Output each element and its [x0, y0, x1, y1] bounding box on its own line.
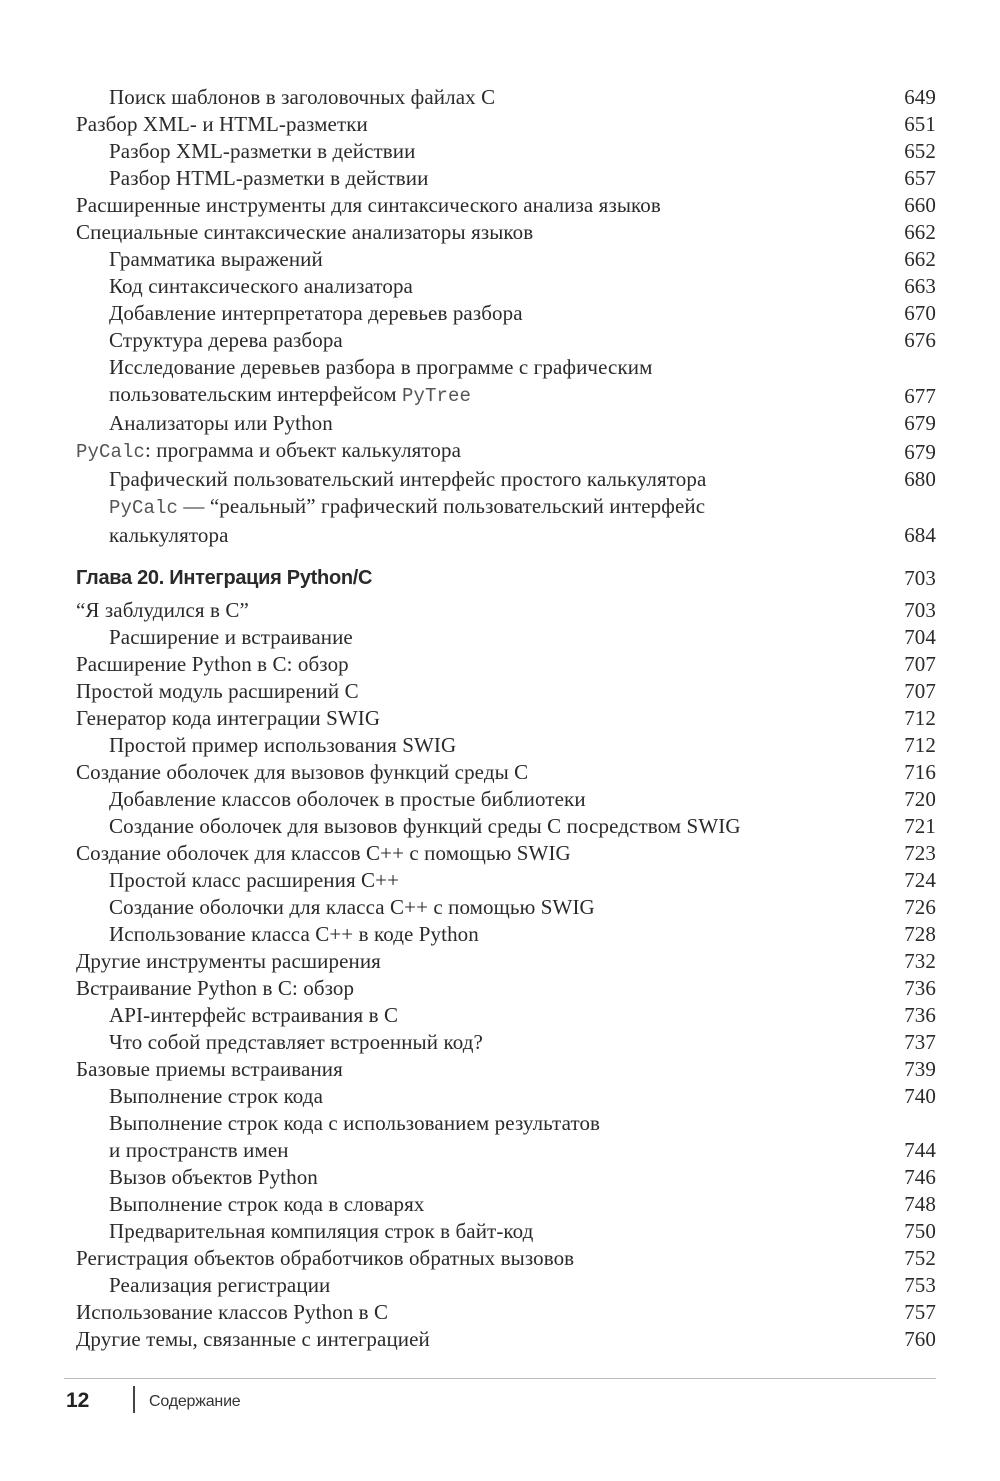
toc-entry: [76, 165, 936, 192]
toc-entry-page: 703: [904, 598, 936, 622]
toc-entry-page: 680: [904, 467, 936, 491]
toc-entry: [76, 678, 936, 705]
toc-entry: [76, 651, 936, 678]
toc-entry-title-line1: Выполнение строк кода с использованием результатов: [109, 1111, 601, 1135]
toc-entry: [76, 246, 936, 273]
toc-entry-page: 736: [904, 1003, 936, 1027]
toc-entry-page: 677: [904, 384, 936, 408]
toc-entry: [76, 732, 936, 759]
toc-entry-title: Простой модуль расширений C: [76, 679, 359, 703]
toc-entry: [76, 759, 936, 786]
toc-entry-page: 676: [904, 328, 936, 352]
toc-entry-title: Расширение Python в C: обзор: [76, 652, 349, 676]
toc-entry-title: Регистрация объектов обработчиков обратных вызовов: [76, 1246, 575, 1270]
toc-entry-title: Другие инструменты расширения: [76, 949, 381, 973]
toc-entry: [76, 1326, 936, 1353]
toc-entry-page: 707: [904, 652, 936, 676]
toc-entry: [76, 437, 936, 466]
toc-entry-page: 679: [904, 411, 936, 435]
toc-entry-page: 663: [904, 274, 936, 298]
footer-section-label: Содержание: [149, 1393, 241, 1410]
footer-divider: [64, 1378, 936, 1379]
toc-entry: [76, 273, 936, 300]
toc-entry-title: Использование классов Python в C: [76, 1300, 389, 1324]
toc-entry: [76, 1272, 936, 1299]
toc-entry-code: PyCalc: [76, 441, 146, 463]
toc-entry-title: Базовые приемы встраивания: [76, 1057, 343, 1081]
toc-entry-page: 651: [904, 112, 936, 136]
toc-entry: [76, 894, 936, 921]
toc-entry: [76, 921, 936, 948]
toc-entry: [76, 466, 936, 493]
toc-entry-page: 744: [904, 1138, 936, 1162]
toc-entry-title: Выполнение строк кода в словарях: [109, 1192, 425, 1216]
toc-entry-title: Добавление классов оболочек в простые библиотеки: [109, 787, 586, 811]
toc-entry-title: Специальные синтаксические анализаторы языков: [76, 220, 534, 244]
toc-entry-title: Простой класс расширения C++: [109, 868, 400, 892]
toc-entry: [76, 1299, 936, 1326]
toc-entry: [76, 1056, 936, 1083]
toc-entry-page: 748: [904, 1192, 936, 1216]
toc-entry-title: Разбор XML-разметки в действии: [109, 139, 416, 163]
toc-entry-page: 649: [904, 85, 936, 109]
toc-entry-page: 757: [904, 1300, 936, 1324]
toc-entry-title: Разбор HTML-разметки в действии: [109, 166, 429, 190]
toc-entry: [76, 410, 936, 437]
toc-entry-title: [76, 493, 936, 549]
toc-entry-title: Выполнение строк кода: [109, 1084, 324, 1108]
toc-entry: [76, 84, 936, 111]
toc-entry: [76, 219, 936, 246]
toc-entry-title: Добавление интерпретатора деревьев разбора: [109, 301, 523, 325]
toc-entry-title: Грамматика выражений: [109, 247, 323, 271]
toc-entry: [76, 1110, 936, 1164]
toc-entry-title: Расширенные инструменты для синтаксического анализа языков: [76, 193, 661, 217]
toc-entry-page: 660: [904, 193, 936, 217]
toc-entry: [76, 786, 936, 813]
toc-entry-title: Создание оболочек для вызовов функций среды C: [76, 760, 529, 784]
toc-entry: [76, 111, 936, 138]
toc-entry-page: 712: [904, 733, 936, 757]
toc-entry-page: 721: [904, 814, 936, 838]
toc-entry: [76, 1191, 936, 1218]
toc-entry: [76, 624, 936, 651]
toc-entry-page: 736: [904, 976, 936, 1000]
toc-entry: [76, 1218, 936, 1245]
toc-entry-title: Создание оболочек для классов C++ с помощью SWIG: [76, 841, 571, 865]
toc-entry-page: 726: [904, 895, 936, 919]
toc-entry-page: 720: [904, 787, 936, 811]
toc-entry-title: Анализаторы или Python: [109, 411, 333, 435]
toc-entry-page: 723: [904, 841, 936, 865]
toc-entry-title: API-интерфейс встраивания в C: [109, 1003, 399, 1027]
chapter-heading: [76, 565, 936, 592]
toc-entry-title-line2: калькулятора: [109, 523, 229, 547]
toc-entry-page: 739: [904, 1057, 936, 1081]
toc-entry-title-text: : программа и объект калькулятора: [145, 438, 462, 462]
toc-entry-page: 684: [904, 523, 936, 547]
toc-entry-title-line1: — “реальный” графический пользовательский интерфейс: [178, 494, 706, 518]
table-of-contents: [76, 84, 936, 1353]
toc-entry-page: 662: [904, 247, 936, 271]
toc-entry-title: “Я заблудился в C”: [76, 598, 249, 622]
toc-entry-title: Простой пример использования SWIG: [109, 733, 457, 757]
toc-entry-page: 737: [904, 1030, 936, 1054]
toc-entry-title: Реализация регистрации: [109, 1273, 331, 1297]
toc-entry-title: Что собой представляет встроенный код?: [109, 1030, 483, 1054]
toc-entry-page: 760: [904, 1327, 936, 1351]
toc-entry-title: Разбор XML- и HTML-разметки: [76, 112, 368, 136]
toc-entry: [76, 300, 936, 327]
toc-entry: [76, 813, 936, 840]
toc-entry: [76, 948, 936, 975]
toc-entry: [76, 138, 936, 165]
toc-entry-title: Вызов объектов Python: [109, 1165, 318, 1189]
toc-entry-page: 662: [904, 220, 936, 244]
toc-entry: [76, 867, 936, 894]
toc-entry: [76, 1245, 936, 1272]
toc-entry: [76, 975, 936, 1002]
toc-entry: [76, 327, 936, 354]
toc-entry-page: 652: [904, 139, 936, 163]
toc-entry-title: Код синтаксического анализатора: [109, 274, 413, 298]
toc-entry-title: Расширение и встраивание: [109, 625, 353, 649]
toc-entry-page: 728: [904, 922, 936, 946]
toc-entry-title: Графический пользовательский интерфейс простого калькулятора: [109, 467, 707, 491]
toc-entry-title: [76, 354, 936, 410]
toc-entry-title-line1: Исследование деревьев разбора в программе с графическим: [109, 355, 653, 379]
toc-entry-page: 716: [904, 760, 936, 784]
toc-entry-page: 740: [904, 1084, 936, 1108]
toc-entry-code: PyTree: [401, 385, 471, 407]
toc-entry-page: 712: [904, 706, 936, 730]
toc-entry-page: 704: [904, 625, 936, 649]
toc-entry-page: 707: [904, 679, 936, 703]
toc-entry-page: 752: [904, 1246, 936, 1270]
toc-entry-title-line2: пользовательским интерфейсом: [109, 382, 402, 406]
toc-entry-page: 750: [904, 1219, 936, 1243]
footer-separator: [133, 1386, 135, 1413]
toc-entry-page: 753: [904, 1273, 936, 1297]
toc-entry: [76, 1002, 936, 1029]
toc-entry-title: Создание оболочек для вызовов функций среды C посредством SWIG: [109, 814, 741, 838]
toc-entry-title: Создание оболочки для класса C++ с помощью SWIG: [109, 895, 595, 919]
toc-entry-title: Предварительная компиляция строк в байт-код: [109, 1219, 534, 1243]
toc-entry-page: 679: [904, 440, 936, 464]
toc-entry-page: 746: [904, 1165, 936, 1189]
toc-entry-title-line2: и пространств имен: [109, 1138, 289, 1162]
toc-entry-title: [76, 437, 936, 466]
toc-entry-title: Генератор кода интеграции SWIG: [76, 706, 381, 730]
toc-entry: [76, 354, 936, 410]
toc-entry-page: 657: [904, 166, 936, 190]
toc-entry: [76, 1029, 936, 1056]
toc-entry: [76, 840, 936, 867]
toc-entry: [76, 1164, 936, 1191]
chapter-page: 703: [904, 566, 936, 590]
toc-entry-title: Использование класса C++ в коде Python: [109, 922, 479, 946]
toc-entry-page: 732: [904, 949, 936, 973]
toc-entry: [76, 1083, 936, 1110]
toc-entry-title: Структура дерева разбора: [109, 328, 343, 352]
toc-entry-title: Поиск шаблонов в заголовочных файлах C: [109, 85, 496, 109]
toc-entry: [76, 493, 936, 549]
chapter-title: Глава 20. Интеграция Python/C: [76, 567, 373, 589]
toc-entry-title: Другие темы, связанные с интеграцией: [76, 1327, 430, 1351]
toc-entry-title: [76, 1110, 936, 1164]
footer-page-number: 12: [66, 1389, 90, 1412]
toc-entry: [76, 705, 936, 732]
toc-entry: [76, 597, 936, 624]
toc-entry-page: 724: [904, 868, 936, 892]
toc-entry: [76, 192, 936, 219]
toc-entry-title: Встраивание Python в C: обзор: [76, 976, 355, 1000]
toc-entry-code: PyCalc: [109, 497, 179, 519]
toc-entry-page: 670: [904, 301, 936, 325]
